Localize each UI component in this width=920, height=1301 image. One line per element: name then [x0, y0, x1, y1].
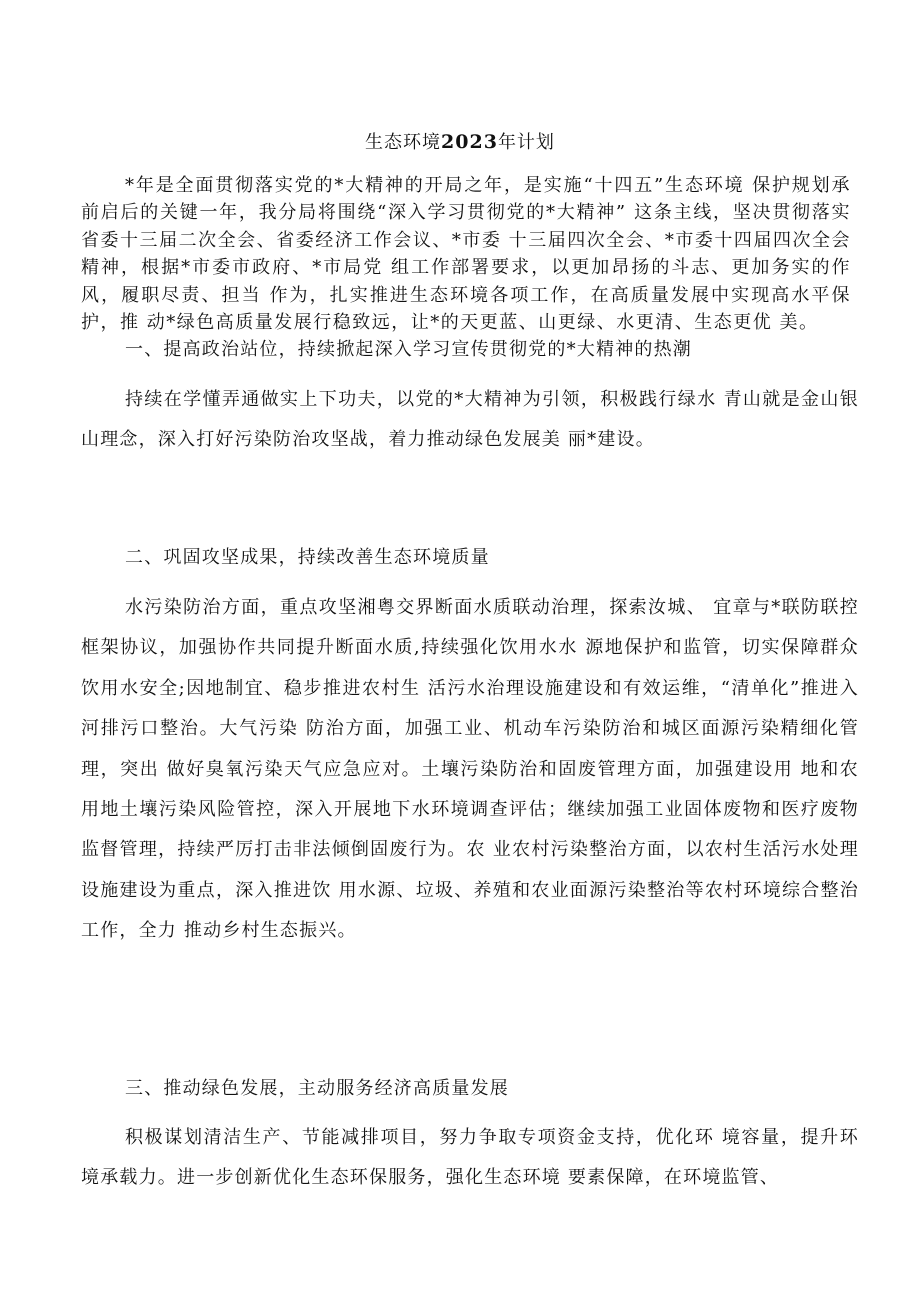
- section-2-body: 水污染防治方面，重点攻坚湘粤交界断面水质联动治理，探索汝城、 宜章与*联防联控框架协议，加强协作共同提升断面水质,持续强化饮用水水 源地保护和监管，切实保障群众饮用水安全;因地制宜、稳步推进农村生 活污水治理设施建设和有效运维，“清单化”推进入河排污口整治。大气污染 防治方面，加强工业、机动车污染防治和城区面源污染精细化管理，突出 做好臭氧污染天气应急应对。土壤污染防治和固废管理方面，加强建设用 地和农用地土壤污染风险管控，深入开展地下水环境调查评估；继续加强工业固体废物和医疗废物监督管理，持续严厉打击非法倾倒固废行为。农 业农村污染整治方面，以农村生活污水处理设施建设为重点，深入推进饮 用水源、垃圾、养殖和农业面源污染整治等农村环境综合整治工作，全力 推动乡村生态振兴。: [81, 597, 859, 942]
- section-2-heading: 二、巩固攻坚成果，持续改善生态环境质量: [125, 547, 490, 568]
- section-3-heading: 三、推动绿色发展，主动服务经济高质量发展: [125, 1078, 509, 1099]
- section-1-body: 持续在学懂弄通做实上下功夫，以党的*大精神为引领，积极践行绿水 青山就是金山银山理念，深入打好污染防治攻坚战，着力推动绿色发展美 丽*建设。: [81, 389, 859, 451]
- section-1-heading: 一、提高政治站位，持续掀起深入学习宣传贯彻党的*大精神的热潮: [125, 339, 692, 360]
- title-year: 2023: [441, 131, 498, 153]
- document-title: [0, 129, 920, 156]
- intro-paragraph: *年是全面贯彻落实党的*大精神的开局之年，是实施“十四五”生态环境 保护规划承前启后的关键一年，我分局将围绕“深入学习贯彻党的*大精神” 这条主线，坚决贯彻落实省委十三届二次全会、省委经济工作会议、*市委 十三届四次全会、*市委十四届四次全会精神，根据*市委市政府、*市局党 组工作部署要求，以更加昂扬的斗志、更加务实的作风，履职尽责、担当 作为，扎实推进生态环境各项工作，在高质量发展中实现高水平保护，推 动*绿色高质量发展行稳致远，让*的天更蓝、山更绿、水更清、生态更优 美。: [81, 175, 851, 334]
- title-prefix: 生态环境: [365, 132, 442, 153]
- title-suffix: 年计划: [497, 132, 555, 153]
- section-3-body: 积极谋划清洁生产、节能减排项目，努力争取专项资金支持，优化环 境容量，提升环境承载力。进一步创新优化生态环保服务，强化生态环境 要素保障，在环境监管、: [81, 1127, 859, 1189]
